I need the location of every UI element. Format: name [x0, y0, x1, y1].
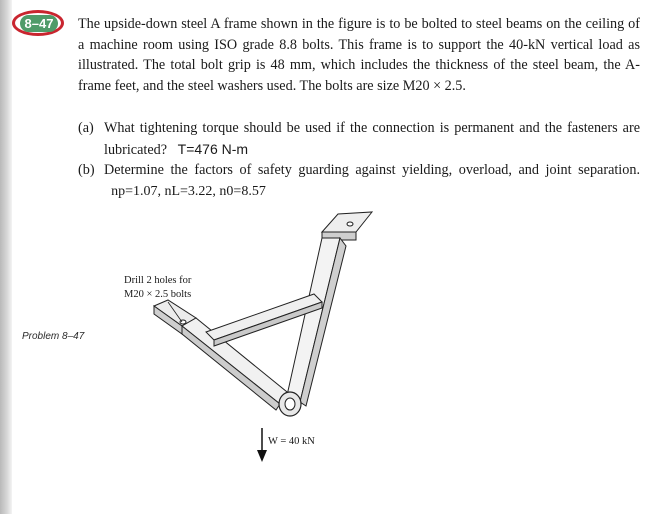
problem-number: 8–47 — [24, 16, 54, 31]
bolt-callout — [124, 274, 191, 302]
upper-foot-top — [322, 212, 372, 232]
figure-caption: Problem 8–47 — [22, 331, 85, 342]
part-a-question: What tightening torque should be used if the connection is permanent and the fasteners are lubricated? — [104, 120, 640, 158]
problem-statement: The upside-down steel A frame shown in the figure is to be bolted to steel beams on the ceiling of a machine room using ISO grade 8.8 bolts. This frame is to support the 40-kN vertical load as illustrated. The total bolt grip is 48 mm, which includes the thickness of the steel beam, the A-frame feet, and the steel washers used. The bolts are size M20 × 2.5. — [78, 16, 640, 94]
callout-line-1: Drill 2 holes for — [124, 275, 192, 286]
upper-bolt-hole — [347, 222, 353, 226]
part-b-label: (b) — [78, 162, 95, 179]
load-label: W = 40 kN — [268, 436, 315, 447]
load-eye-hole — [285, 398, 295, 410]
part-a-label: (a) — [78, 120, 94, 136]
part-b-question: Determine the factors of safety guarding against yielding, overload, and joint separation. — [104, 162, 640, 179]
part-b-answer: np=1.07, nL=3.22, n0=8.57 — [111, 183, 266, 199]
callout-line-2: M20 × 2.5 bolts — [124, 289, 192, 300]
load-arrow-head — [257, 450, 267, 462]
part-a-answer: T=476 N-m — [177, 140, 249, 157]
